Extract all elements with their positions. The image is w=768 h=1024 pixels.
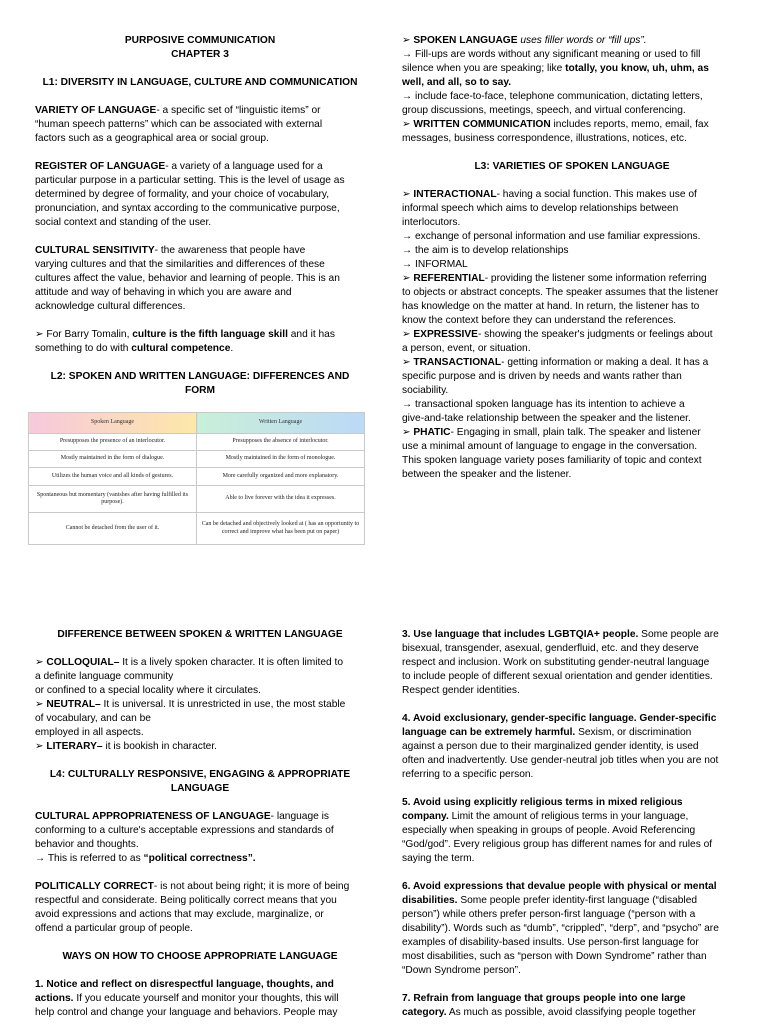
way-1-title: actions. bbox=[35, 993, 74, 1004]
way-5-paragraph bbox=[402, 796, 742, 866]
interactional-text: - having a social function. This makes use of bbox=[496, 189, 697, 200]
register-text: determined by degree of formality, and your choice of vocabulary, bbox=[35, 189, 330, 200]
register-term: REGISTER OF LANGUAGE bbox=[35, 161, 166, 172]
way-6-text: person”) while others prefer person-first language (“person with a bbox=[402, 909, 696, 920]
l4-heading: L4: CULTURALLY RESPONSIVE, ENGAGING & APPROPRIATE bbox=[49, 769, 351, 780]
cultural-text: attitude and way of behaving in which you are aware and bbox=[35, 287, 292, 298]
chapter-label: CHAPTER 3 bbox=[171, 49, 229, 60]
register-text: social context and standing of the user. bbox=[35, 217, 212, 228]
spoken-text: silence when you are speaking; like bbox=[402, 63, 566, 74]
table-cell: Can be detached and objectively looked at ( has an opportunity to correct and improve what has been put on paper) bbox=[197, 513, 365, 545]
way-1-paragraph bbox=[35, 978, 365, 1020]
way-3-text: bisexual, transgender, asexual, genderfluid, etc. and they deserve bbox=[402, 643, 699, 654]
bottom-right-column bbox=[402, 628, 742, 1020]
referential-text: - providing the listener some information referring bbox=[484, 273, 707, 284]
transactional-text: → transactional spoken language has its intention to achieve a bbox=[402, 399, 685, 410]
bullet-arrow: ➢ bbox=[35, 699, 47, 710]
phatic-paragraph bbox=[402, 426, 742, 482]
way-6-text: examples of disability-based insults. Use person-first language for bbox=[402, 937, 699, 948]
way-4-text: referring to a specific person. bbox=[402, 769, 534, 780]
phatic-text: - Engaging in small, plain talk. The speaker and listener bbox=[450, 427, 701, 438]
table-cell: Presupposes the absence of interlocutor. bbox=[197, 434, 365, 451]
way-3-paragraph bbox=[402, 628, 742, 698]
spoken-text: → Fill-ups are words without any significant meaning or used to fill bbox=[402, 49, 701, 60]
bullet-arrow: ➢ bbox=[402, 35, 414, 46]
literary-text: it is bookish in character. bbox=[102, 741, 217, 752]
table-cell: Presupposes the presence of an interlocutor. bbox=[29, 434, 197, 451]
table-cell: More carefully organized and more explanatory. bbox=[197, 468, 365, 486]
l2-heading: FORM bbox=[185, 385, 215, 396]
top-left-column bbox=[35, 34, 365, 398]
expressive-text: a person, event, or situation. bbox=[402, 343, 531, 354]
colloquial-paragraph bbox=[35, 656, 365, 698]
appropriateness-text: conforming to a culture's acceptable expressions and standards of bbox=[35, 825, 334, 836]
colloquial-term: COLLOQUIAL– bbox=[46, 657, 120, 668]
way-6-paragraph bbox=[402, 880, 742, 978]
phatic-text: between the speaker and the listener. bbox=[402, 469, 572, 480]
l1-heading: L1: DIVERSITY IN LANGUAGE, CULTURE AND COMMUNICATION bbox=[42, 77, 358, 88]
register-text: - a variety of a language used for a bbox=[165, 161, 323, 172]
way-5-title: company. bbox=[402, 811, 449, 822]
referential-term: REFERENTIAL bbox=[413, 273, 485, 284]
neutral-text: It is universal. It is unrestricted in use, the most stable bbox=[100, 699, 346, 710]
written-term: WRITTEN COMMUNICATION bbox=[413, 119, 551, 130]
colloquial-text: It is a lively spoken character. It is often limited to bbox=[119, 657, 344, 668]
spoken-text: uses filler words or “fill ups”. bbox=[517, 35, 647, 46]
referential-text: to objects or abstract concepts. The speaker assumes that the listener bbox=[402, 287, 719, 298]
neutral-paragraph bbox=[35, 698, 365, 740]
tomalin-emphasis: culture is the fifth language skill bbox=[132, 329, 288, 340]
appropriateness-text: - language is bbox=[270, 811, 329, 822]
appropriateness-term: CULTURAL APPROPRIATENESS OF LANGUAGE bbox=[35, 811, 271, 822]
way-3-title: 3. Use language that includes LGBTQIA+ people. bbox=[402, 629, 639, 640]
literary-term: LITERARY– bbox=[46, 741, 103, 752]
interactional-text: interlocutors. bbox=[402, 217, 461, 228]
transactional-text: sociability. bbox=[402, 385, 449, 396]
neutral-text: employed in all aspects. bbox=[35, 727, 144, 738]
table-cell: Mostly maintained in the form of dialogue. bbox=[29, 451, 197, 468]
tomalin-text: and it has bbox=[287, 329, 335, 340]
interactional-text: → INFORMAL bbox=[402, 259, 468, 270]
way-3-text: Some people are bbox=[638, 629, 719, 640]
tomalin-paragraph bbox=[35, 328, 365, 356]
expressive-term: EXPRESSIVE bbox=[413, 329, 478, 340]
way-1-text: If you educate yourself and monitor your thoughts, this will bbox=[73, 993, 339, 1004]
colloquial-text: or confined to a special locality where it circulates. bbox=[35, 685, 261, 696]
table-cell: Cannot be detached from the user of it. bbox=[29, 513, 197, 545]
interactional-paragraph bbox=[402, 188, 742, 272]
variety-text: - a specific set of “linguistic items” or bbox=[156, 105, 321, 116]
cultural-term: CULTURAL SENSITIVITY bbox=[35, 245, 155, 256]
top-right-column bbox=[402, 34, 742, 482]
politically-term: POLITICALLY CORRECT bbox=[35, 881, 154, 892]
table-row bbox=[29, 513, 365, 545]
transactional-text: - getting information or making a deal. It has a bbox=[501, 357, 709, 368]
politically-text: avoid expressions and actions that may exclude, marginalize, or bbox=[35, 909, 324, 920]
spoken-emphasis: well, and all, so to say. bbox=[402, 77, 512, 88]
table-header-spoken: Spoken Language bbox=[29, 413, 197, 434]
table-row bbox=[29, 486, 365, 513]
spoken-text: → include face-to-face, telephone communication, dictating letters, bbox=[402, 91, 703, 102]
way-7-title: 7. Refrain from language that groups people into one large bbox=[402, 993, 686, 1004]
way-4-text: Sexism, or discrimination bbox=[575, 727, 692, 738]
l4-heading: LANGUAGE bbox=[170, 783, 230, 794]
table-row bbox=[29, 434, 365, 451]
neutral-term: NEUTRAL– bbox=[46, 699, 101, 710]
way-4-paragraph bbox=[402, 712, 742, 782]
table-row bbox=[29, 451, 365, 468]
way-6-text: “Down Syndrome person”. bbox=[402, 965, 521, 976]
variety-paragraph bbox=[35, 104, 365, 146]
transactional-paragraph bbox=[402, 356, 742, 426]
bullet-arrow: ➢ bbox=[402, 357, 414, 368]
tomalin-text: something to do with bbox=[35, 343, 132, 354]
bullet-arrow: ➢ bbox=[35, 741, 47, 752]
tomalin-text: . bbox=[230, 343, 234, 354]
way-5-text: “God/god”. Every religious group has different names for and rules of bbox=[402, 839, 713, 850]
l3-heading: L3: VARIETIES OF SPOKEN LANGUAGE bbox=[474, 161, 670, 172]
table-cell: Able to live forever with the idea it expresses. bbox=[197, 486, 365, 513]
transactional-text: specific purpose and is driven by needs and wants rather than bbox=[402, 371, 682, 382]
expressive-paragraph bbox=[402, 328, 742, 356]
cultural-text: cultures affect the value, behavior and learning of people. This is an bbox=[35, 273, 340, 284]
way-6-title: 6. Avoid expressions that devalue people with physical or mental bbox=[402, 881, 717, 892]
referential-text: know the context before they can understand the references. bbox=[402, 315, 677, 326]
spoken-language-paragraph bbox=[402, 34, 742, 118]
appropriateness-text: → This is referred to as bbox=[35, 853, 144, 864]
transactional-text: give-and-take relationship between the speaker and the listener. bbox=[402, 413, 691, 424]
way-6-text: most disabilities, such as “person with Down Syndrome” rather than bbox=[402, 951, 707, 962]
interactional-text: → the aim is to develop relationships bbox=[402, 245, 569, 256]
way-4-title: language can be extremely harmful. bbox=[402, 727, 576, 738]
way-7-paragraph bbox=[402, 992, 742, 1020]
tomalin-emphasis: cultural competence bbox=[131, 343, 231, 354]
table-header-written: Written Language bbox=[197, 413, 365, 434]
referential-paragraph bbox=[402, 272, 742, 328]
neutral-text: of vocabulary, and can be bbox=[35, 713, 151, 724]
appropriateness-text: behavior and thoughts. bbox=[35, 839, 139, 850]
way-4-title: 4. Avoid exclusionary, gender-specific language. Gender-specific bbox=[402, 713, 717, 724]
bullet-arrow: ➢ bbox=[402, 273, 414, 284]
bullet-arrow: ➢ bbox=[35, 657, 47, 668]
way-5-title: 5. Avoid using explicitly religious terms in mixed religious bbox=[402, 797, 683, 808]
appropriateness-emphasis: “political correctness”. bbox=[143, 853, 256, 864]
variety-text: factors such as a geographical area or social group. bbox=[35, 133, 269, 144]
phatic-text: This spoken language variety poses familiarity of topic and context bbox=[402, 455, 702, 466]
way-3-text: to include people of different sexual orientation and gender identities. bbox=[402, 671, 713, 682]
way-1-text: help control and change your language and behaviors. People may bbox=[35, 1007, 338, 1018]
bullet-arrow: ➢ bbox=[402, 189, 414, 200]
way-7-text: As much as possible, avoid classifying people together bbox=[446, 1007, 696, 1018]
referential-text: has knowledge on the matter at hand. In return, the listener has to bbox=[402, 301, 700, 312]
written-text: messages, business correspondence, illustrations, notices, etc. bbox=[402, 133, 687, 144]
table-cell: Mostly maintained in the form of monologue. bbox=[197, 451, 365, 468]
way-4-text: often and inadvertently. Use gender-neutral job titles when you are not bbox=[402, 755, 719, 766]
way-5-text: especially when speaking in groups of people. Avoid Referencing bbox=[402, 825, 696, 836]
tomalin-text: ➢ For Barry Tomalin, bbox=[35, 329, 133, 340]
bullet-arrow: ➢ bbox=[402, 329, 414, 340]
bullet-arrow: ➢ bbox=[402, 427, 414, 438]
transactional-term: TRANSACTIONAL bbox=[413, 357, 502, 368]
politically-text: respectful and considerate. Being politically correct means that you bbox=[35, 895, 337, 906]
interactional-text: → exchange of personal information and use familiar expressions. bbox=[402, 231, 701, 242]
table-cell: Spontaneous but momentary (vanishes after having fulfilled its purpose). bbox=[29, 486, 197, 513]
interactional-term: INTERACTIONAL bbox=[413, 189, 497, 200]
way-4-text: against a person due to their marginalized gender identity, is used bbox=[402, 741, 699, 752]
register-text: pronunciation, and syntax according to the communicative purpose, bbox=[35, 203, 340, 214]
way-6-text: Some people prefer identity-first language (“disabled bbox=[457, 895, 698, 906]
politically-text: offend a particular group of people. bbox=[35, 923, 193, 934]
way-6-title: disabilities. bbox=[402, 895, 458, 906]
way-6-text: disability”). Words such as “dumb”, “crippled”, “derp”, and “psycho” are bbox=[402, 923, 719, 934]
way-5-text: saying the term. bbox=[402, 853, 475, 864]
written-communication-paragraph bbox=[402, 118, 742, 146]
spoken-written-table bbox=[28, 412, 365, 545]
register-paragraph bbox=[35, 160, 365, 230]
spoken-text: group discussions, meetings, speech, and virtual conferencing. bbox=[402, 105, 686, 116]
cultural-text: varying cultures and that the similarities and differences of these bbox=[35, 259, 325, 270]
bottom-left-column bbox=[35, 628, 365, 1020]
table-row bbox=[29, 468, 365, 486]
literary-paragraph bbox=[35, 740, 365, 754]
politically-correct-paragraph bbox=[35, 880, 365, 936]
variety-term: VARIETY OF LANGUAGE bbox=[35, 105, 157, 116]
way-7-title: category. bbox=[402, 1007, 447, 1018]
way-3-text: Respect gender identities. bbox=[402, 685, 520, 696]
cultural-text: - the awareness that people have bbox=[154, 245, 306, 256]
way-3-text: respect and inclusion. Work on substituting gender-neutral language bbox=[402, 657, 710, 668]
bullet-arrow: ➢ bbox=[402, 119, 414, 130]
colloquial-text: a definite language community bbox=[35, 671, 174, 682]
register-text: particular purpose in a particular setting. This is the level of usage as bbox=[35, 175, 345, 186]
interactional-text: informal speech which aims to develop relationships between bbox=[402, 203, 679, 214]
variety-text: “human speech patterns” which can be associated with external bbox=[35, 119, 323, 130]
way-1-title: 1. Notice and reflect on disrespectful language, thoughts, and bbox=[35, 979, 334, 990]
cultural-sensitivity-paragraph bbox=[35, 244, 365, 314]
written-text: includes reports, memo, email, fax bbox=[550, 119, 709, 130]
spoken-emphasis: totally, you know, uh, uhm, as bbox=[565, 63, 709, 74]
document-title: PURPOSIVE COMMUNICATION bbox=[124, 35, 276, 46]
table-cell: Utilizes the human voice and all kinds of gestures. bbox=[29, 468, 197, 486]
expressive-text: - showing the speaker's judgments or feelings about bbox=[477, 329, 713, 340]
phatic-text: use a minimal amount of language to engage in the conversation. bbox=[402, 441, 698, 452]
cultural-text: acknowledge cultural differences. bbox=[35, 301, 186, 312]
phatic-term: PHATIC bbox=[413, 427, 451, 438]
difference-heading: DIFFERENCE BETWEEN SPOKEN & WRITTEN LANGUAGE bbox=[57, 629, 343, 640]
politically-text: - is not about being right; it is more of being bbox=[153, 881, 350, 892]
ways-heading: WAYS ON HOW TO CHOOSE APPROPRIATE LANGUAGE bbox=[62, 951, 338, 962]
l2-heading: L2: SPOKEN AND WRITTEN LANGUAGE: DIFFERENCES AND bbox=[50, 371, 350, 382]
way-5-text: Limit the amount of religious terms in your language, bbox=[448, 811, 689, 822]
table-header-row bbox=[29, 413, 365, 434]
appropriateness-paragraph bbox=[35, 810, 365, 866]
spoken-term: SPOKEN LANGUAGE bbox=[413, 35, 518, 46]
